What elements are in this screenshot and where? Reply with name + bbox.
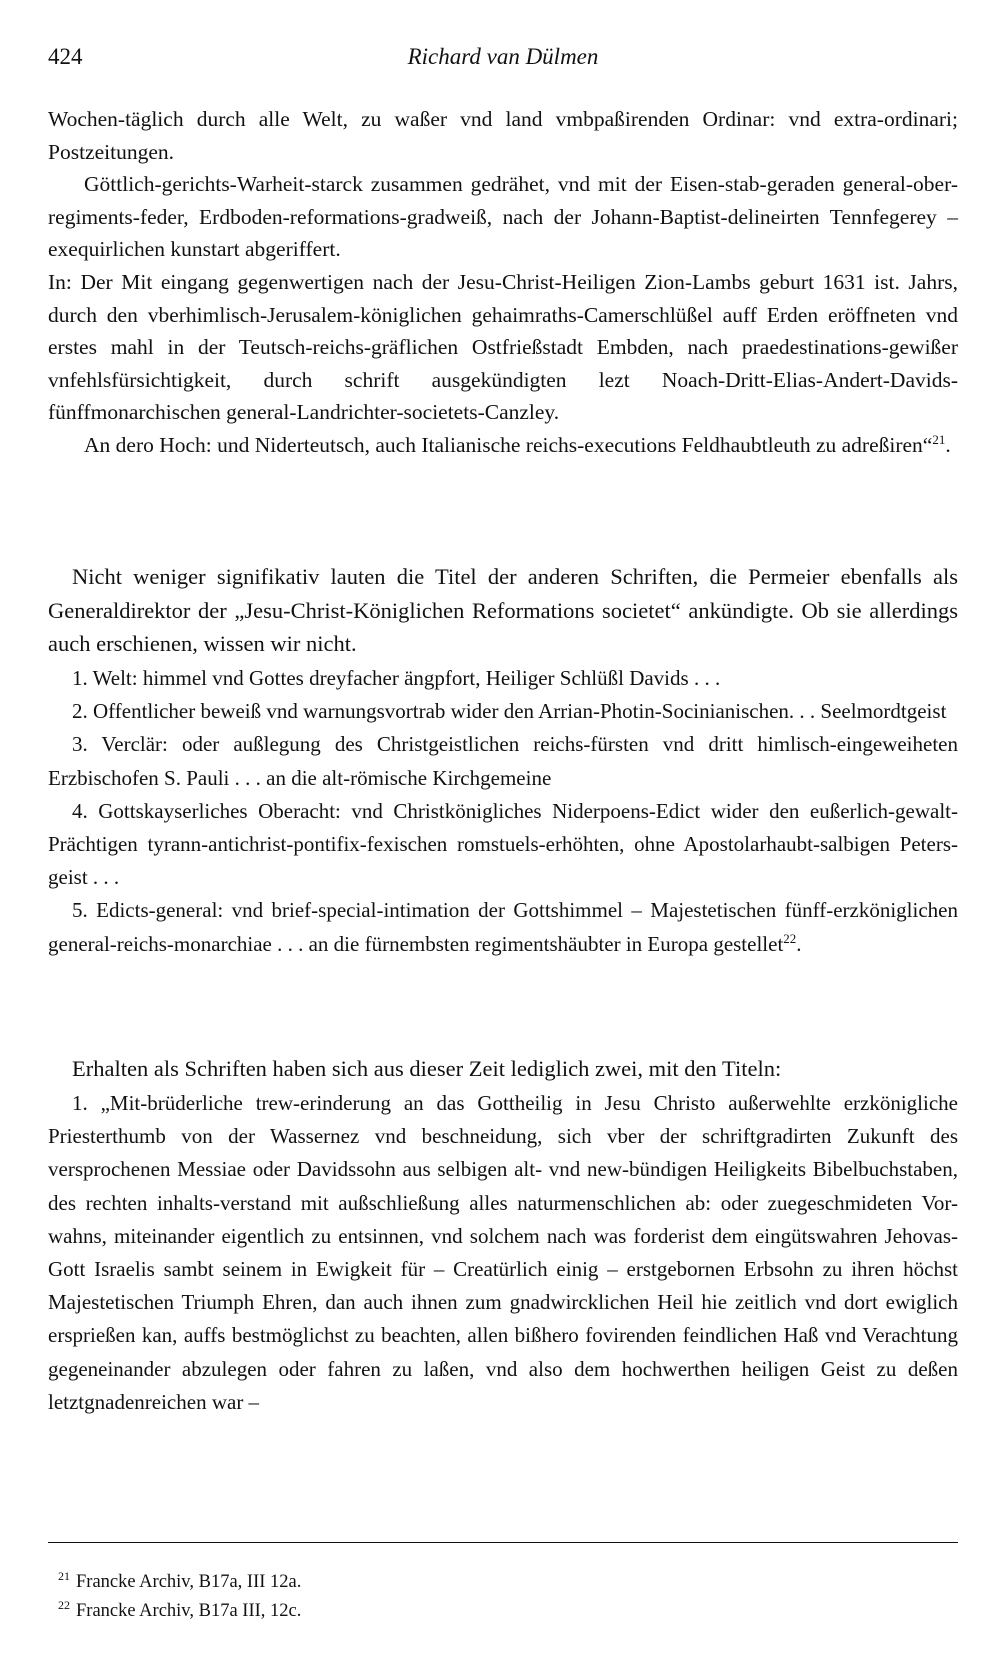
list-item: 1. „Mit-brüderliche trew-erinderung an das Gottheilig in Jesu Christo außerwehlte erzkönigliche Priesterthumb von der Wassernez vnd beschneidung, sich vber der schriftgradirten Zukunft des versprochenen Messiae oder Davidssohn aus selbigen alt- vnd new-bündigen Heiligkeits Bibelbuchstaben, des rechten inhalts-verstand mit außschließung alles naturmenschlichen ab: oder zuegeschmideten Vor-wahns, miteinander eigentlich zu entsinnen, vnd solchem nach was forderist dem eingütswahren Jehovas-Gott Israelis sambt seinem in Ewigkeit für – Creatürlich einig – erstgebornen Erbsohn zu ihren höchst Majestetischen Triumph Ehren, dan auch ihnen zum gnadwircklichen Heil hie zeitlich vnd dort ewiglich ersprießen kan, auffs bestmöglichst zu beachten, allen bißhero fovirenden feindlichen Haß vnd Verachtung gegeneinander abzulegen oder fahren zu laßen, vnd also dem hochwerthen heiligen Geist zu deßen letztgnadenreichen war –	[48, 1091, 958, 1414]
list-item: 2. Offentlicher beweiß vnd warnungsvortrab wider den Arrian-Photin-Socinianischen. . . Seelmordtgeist	[72, 699, 947, 724]
footnote-text: Francke Archiv, B17a III, 12c.	[76, 1601, 302, 1621]
section-other-writings	[48, 560, 958, 661]
footnote	[58, 1568, 938, 1597]
footnotes	[58, 1568, 938, 1626]
list-item	[48, 894, 958, 960]
surviving-titles-list	[48, 1087, 958, 1419]
title-paragraph: Göttlich-gerichts-Warheit-starck zusammen gedrähet, vnd mit der Eisen-stab-geraden general-ober-regiments-feder, Erdboden-reformations-gradweiß, nach der Johann-Baptist-delineirten Tennfegerey – exequirlichen kunstart abgeriffert.	[48, 172, 958, 262]
title-paragraph: In: Der Mit eingang gegenwertigen nach der Jesu-Christ-Heiligen Zion-Lambs geburt 1631 ist. Jahrs, durch den vberhimlisch-Jerusalem-königlichen gehaimraths-Camerschlüßel auff Erden eröffneten vnd erstes mahl in der Teutsch-reichs-gräflichen Ostfrießstadt Embden, nach praedestinations-gewißer vnfehlsfürsichtigkeit, durch schrift ausgekündigten lezt Noach-Dritt-Elias-Andert-Davids-fünffmonarchischen general-Landrichter-societets-Canzley.	[48, 269, 958, 425]
list-item-end: .	[796, 931, 802, 956]
title-paragraph-end: .	[945, 432, 951, 457]
section-lead-paragraph: Nicht weniger signifikativ lauten die Titel der anderen Schriften, die Permeier ebenfalls als Generaldirektor der „Jesu-Christ-Königlichen Reformations societet“ ankündigte. Ob sie allerdings auch erschienen, wissen wir nicht.	[48, 564, 958, 656]
list-item: 1. Welt: himmel vnd Gottes dreyfacher ängpfort, Heiliger Schlüßl Davids . . .	[72, 666, 721, 690]
footnote-mark: 21	[58, 1568, 70, 1583]
list-item: 4. Gottskayserliches Oberacht: vnd Christkönigliches Niderpoens-Edict wider den eußerlich-gewalt-Prächtigen tyrann-antichrist-pontifix-fexischen romstuels-erhöhten, ohne Apostolarhaubt-salbigen Peters-geist . . .	[48, 798, 958, 890]
running-title: Richard van Dülmen	[407, 44, 599, 69]
title-paragraph	[48, 429, 958, 462]
page-number: 424	[48, 44, 83, 69]
announced-titles-list	[48, 662, 958, 961]
list-item: 3. Verclär: oder außlegung des Christgeistlichen reichs-fürsten vnd dritt himlisch-eingeweiheten Erzbischofen S. Pauli . . . an die alt-römische Kirchgemeine	[48, 732, 958, 790]
footnote-text: Francke Archiv, B17a, III 12a.	[76, 1572, 302, 1592]
footnote-reference: 22	[783, 930, 797, 946]
title-paragraph: Wochen-täglich durch alle Welt, zu waßer vnd land vmbpaßirenden Ordinar: vnd extra-ordinari; Postzeitungen.	[48, 107, 958, 164]
quoted-title-block	[48, 103, 958, 462]
section-surviving-writings	[48, 1052, 958, 1086]
footnote-reference: 21	[932, 431, 946, 447]
section-lead-paragraph: Erhalten als Schriften haben sich aus dieser Zeit lediglich zwei, mit den Titeln:	[72, 1056, 782, 1081]
list-item-text: 5. Edicts-general: vnd brief-special-intimation der Gottshimmel – Majestetischen fünff-erzköniglichen general-reichs-monarchiae . . . an die fürnembsten regimentshäubter in Europa gestellet	[48, 898, 958, 956]
footnote-divider	[48, 1542, 958, 1543]
title-paragraph-text: An dero Hoch: und Niderteutsch, auch Italianische reichs-executions Feldhaubtleuth zu adreßiren“	[84, 432, 933, 457]
footnote	[58, 1597, 938, 1626]
footnote-mark: 22	[58, 1597, 70, 1612]
page-header	[48, 44, 958, 74]
